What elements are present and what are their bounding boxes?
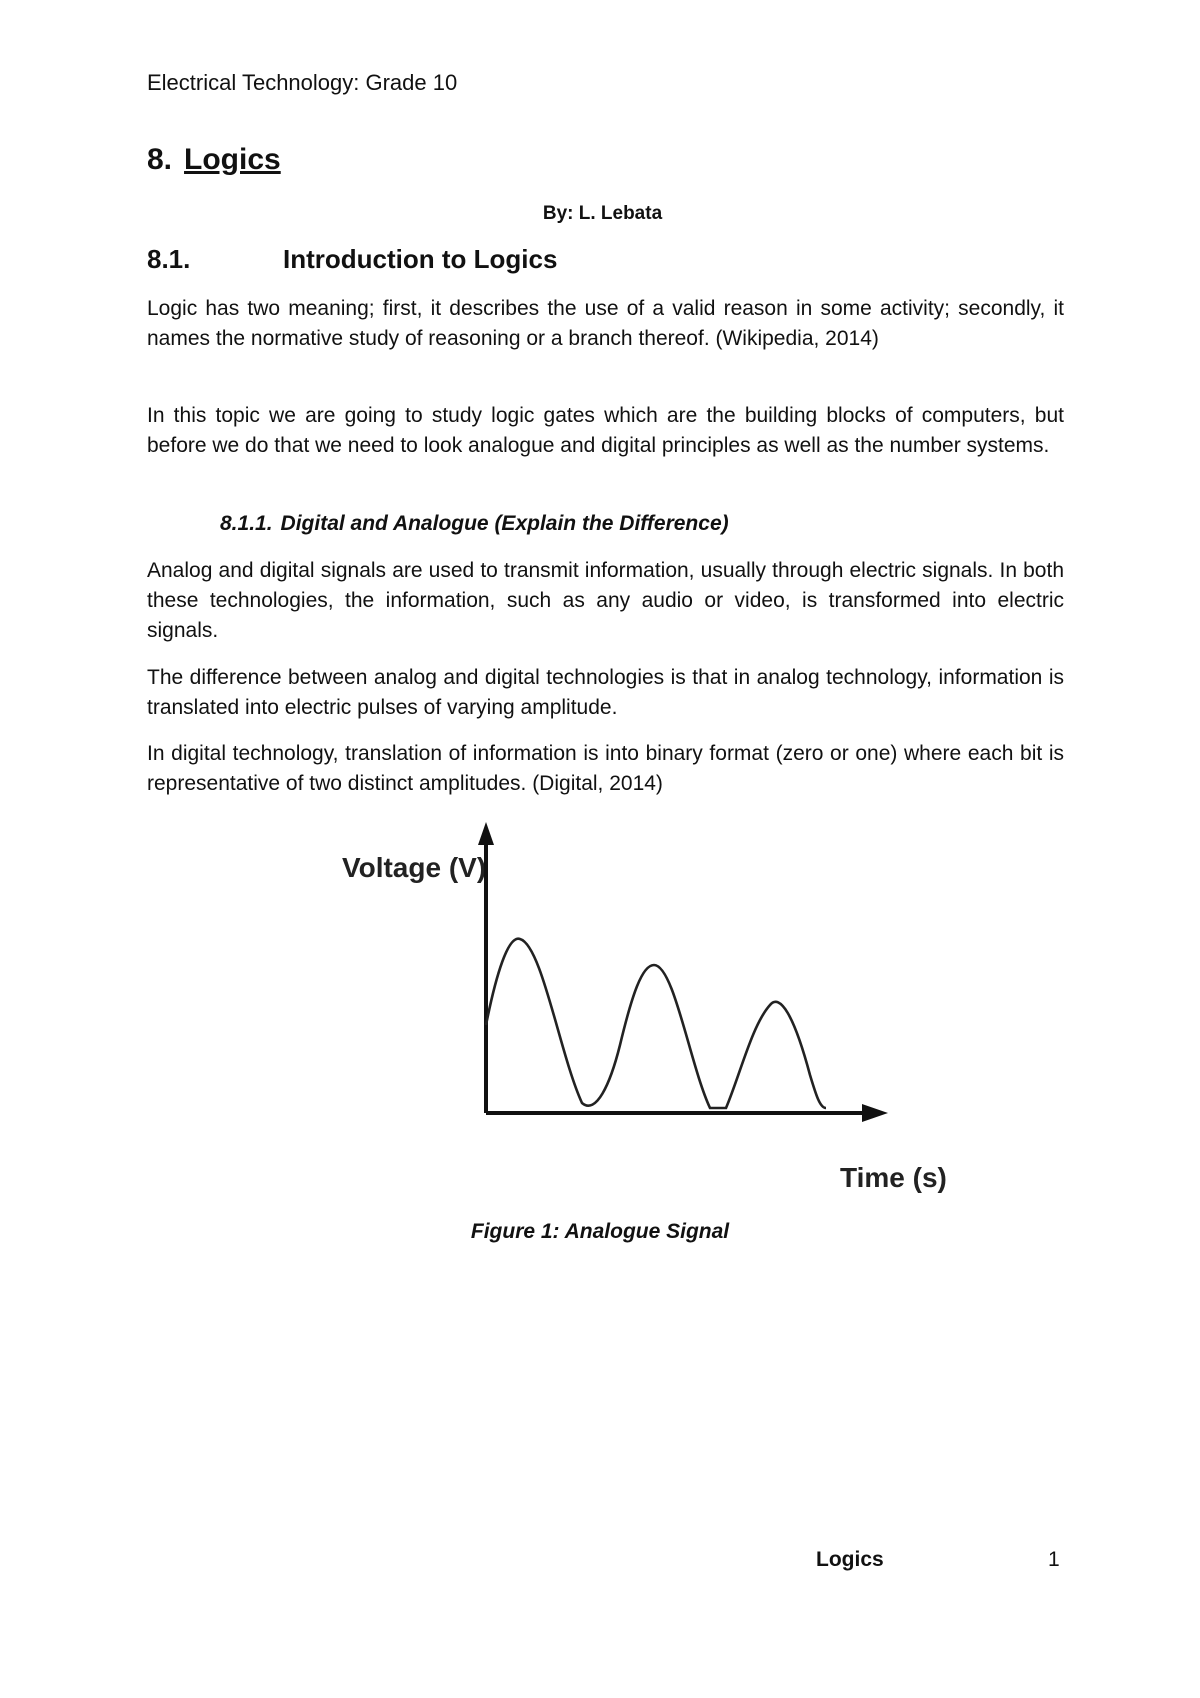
paragraph-logic-meaning: Logic has two meaning; first, it describes the use of a valid reason in some activity; secondly, it names the normative study of reasoning or a branch thereof. (Wikipedia, 2014): [147, 297, 1064, 350]
page-number: 1: [1048, 1548, 1060, 1571]
paragraph-topic-overview: In this topic we are going to study logic gates which are the building blocks of computers, but before we do that we need to look analogue and digital principles as well as the number systems.: [147, 404, 1064, 457]
paragraph-signals-intro: Analog and digital signals are used to transmit information, usually through electric signals. In both these technologies, the information, such as any audio or video, is transformed into electric signals.: [147, 559, 1064, 642]
paragraph-digital-technology: In digital technology, translation of information is into binary format (zero or one) where each bit is representative of two distinct amplitudes. (Digital, 2014): [147, 742, 1064, 795]
page-header: Electrical Technology: Grade 10: [147, 70, 458, 95]
analogue-waveform: [486, 939, 826, 1108]
paragraph-analog-difference: The difference between analog and digital technologies is that in analog technology, information is translated into electric pulses of varying amplitude.: [147, 666, 1064, 719]
footer-label: Logics: [816, 1548, 884, 1571]
figure-caption: Figure 1: Analogue Signal: [470, 1220, 730, 1243]
subsection-heading: [220, 512, 729, 536]
section-number: 8.1.: [147, 244, 191, 274]
chapter-number: 8.: [147, 143, 173, 176]
subsection-number: 8.1.1.: [220, 512, 273, 535]
x-axis-label: Time (s): [840, 1162, 947, 1193]
analogue-signal-figure: [320, 815, 960, 1205]
y-axis-arrow-icon: [478, 822, 494, 845]
author-byline: By: L. Lebata: [542, 203, 663, 224]
subsection-title: Digital and Analogue (Explain the Difference): [280, 512, 729, 535]
x-axis-arrow-icon: [862, 1104, 888, 1122]
section-heading: [147, 244, 557, 275]
y-axis-label: Voltage (V): [342, 852, 487, 883]
section-title: Introduction to Logics: [283, 244, 558, 274]
chapter-heading: [147, 143, 281, 177]
chapter-title: Logics: [184, 143, 281, 176]
